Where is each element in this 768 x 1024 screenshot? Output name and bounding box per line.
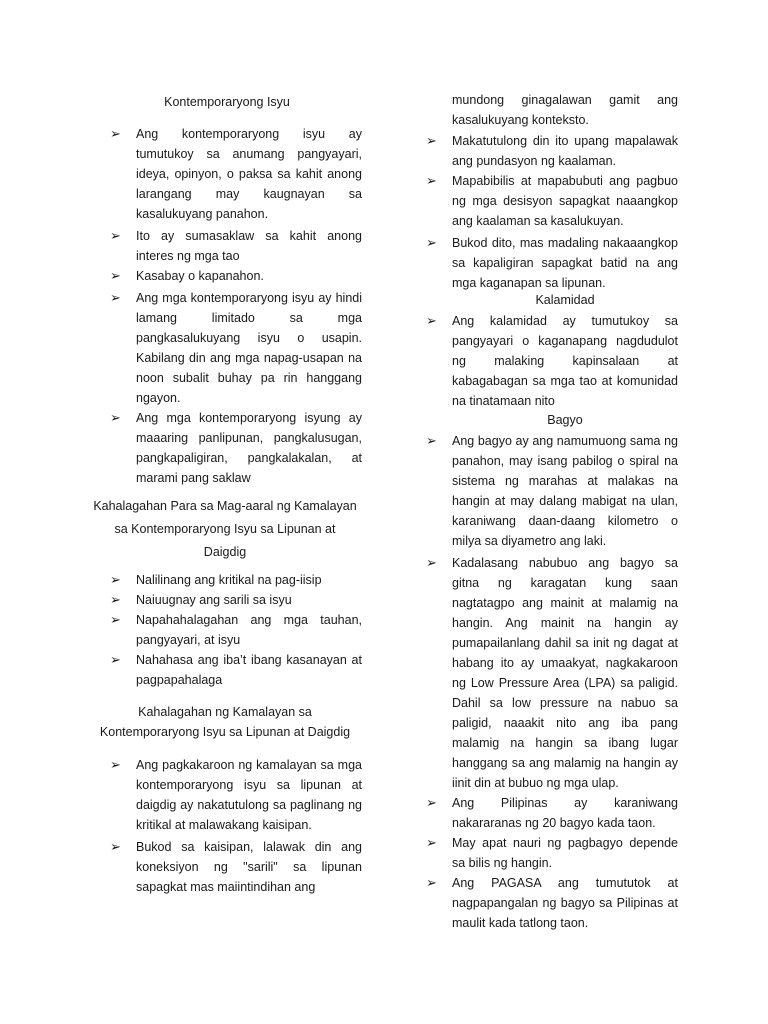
bullet-arrow-icon: ➢ xyxy=(110,839,121,854)
list-item-text: Ang mga kontemporaryong isyu ay hindi lamang limitado sa mga pangkasalukuyang isyu o usapin. Kabilang din ang mga napag-usapan na noon subalit buhay pa rin hanggang ngayon. xyxy=(136,291,362,405)
bullet-arrow-icon: ➢ xyxy=(426,235,437,250)
bullet-arrow-icon: ➢ xyxy=(426,795,437,810)
list-item xyxy=(426,171,678,233)
list-item-text: Makatutulong din ito upang mapalawak ang pundasyon ng kaalaman. xyxy=(452,134,678,168)
bullet-arrow-icon: ➢ xyxy=(426,835,437,850)
list-item xyxy=(110,590,362,610)
bullet-arrow-icon: ➢ xyxy=(426,433,437,448)
list-item-text: Ang kalamidad ay tumutukoy sa pangyayari o kaganapang nagdudulot ng malaking kapinsalaan at kabagabagan sa mga tao at komunidad na tinatamaan nito xyxy=(452,314,678,408)
list-item xyxy=(426,873,678,933)
bullet-arrow-icon: ➢ xyxy=(426,133,437,148)
bullet-arrow-icon: ➢ xyxy=(426,313,437,328)
bullet-arrow-icon: ➢ xyxy=(426,875,437,890)
list-item xyxy=(110,650,362,690)
bullet-arrow-icon: ➢ xyxy=(110,652,121,667)
list-item xyxy=(110,226,362,266)
list-item xyxy=(110,266,362,286)
list-item xyxy=(426,233,678,293)
continued-text: mundong ginagalawan gamit ang kasalukuyang konteksto. xyxy=(452,93,678,127)
heading-kalamidad: Kalamidad xyxy=(535,293,595,307)
list-item xyxy=(110,288,362,408)
list-item-text: Napahahalagahan ang mga tauhan, pangyayari, at isyu xyxy=(136,613,362,647)
list-item xyxy=(110,408,362,488)
list-kontemporaryong-isyu xyxy=(110,124,362,488)
list-item-text: Nahahasa ang iba’t ibang kasanayan at pagpapahalaga xyxy=(136,653,362,687)
heading-kontemporaryong-isyu: Kontemporaryong Isyu xyxy=(164,95,290,109)
list-item xyxy=(110,755,362,837)
list-item-text: Ang mga kontemporaryong isyung ay maaaring panlipunan, pangkalusugan, pangkapaligiran, pangkalakalan, at marami pang saklaw xyxy=(136,411,362,485)
list-item xyxy=(110,837,362,897)
list-item-text: Nalilinang ang kritikal na pag-iisip xyxy=(136,573,322,587)
heading-line: Kahalagahan ng Kamalayan sa xyxy=(138,705,312,719)
list-kahalagahan-cont xyxy=(426,131,678,293)
list-kahalagahan-kamalayan xyxy=(110,755,362,897)
heading-line: sa Kontemporaryong Isyu sa Lipunan at xyxy=(114,522,336,536)
list-item-text: Ang kontemporaryong isyu ay tumutukoy sa anumang pangyayari, ideya, opinyon, o paksa sa kahit anong larangang may kaugnayan sa kasalukuyang panahon. xyxy=(136,127,362,221)
bullet-arrow-icon: ➢ xyxy=(426,555,437,570)
bullet-arrow-icon: ➢ xyxy=(110,290,121,305)
list-item-text: Bukod dito, mas madaling nakaaangkop sa kapaligiran sapagkat batid na ang mga kaganapan sa lipunan. xyxy=(452,236,678,290)
list-item xyxy=(426,131,678,171)
list-item xyxy=(110,610,362,650)
bullet-arrow-icon: ➢ xyxy=(110,228,121,243)
heading-line: Kontemporaryong Isyu sa Lipunan at Daigdig xyxy=(99,725,351,739)
list-item-text: Mapabibilis at mapabubuti ang pagbuo ng mga desisyon sapagkat naaangkop ang kaalaman sa kasalukuyan. xyxy=(452,174,678,228)
bullet-arrow-icon: ➢ xyxy=(110,757,121,772)
list-kalamidad xyxy=(426,311,678,411)
list-item-text: Kasabay o kapanahon. xyxy=(136,269,264,283)
list-item xyxy=(426,431,678,551)
bullet-arrow-icon: ➢ xyxy=(110,126,121,141)
list-item xyxy=(426,311,678,411)
list-item-text: Ang bagyo ay ang namumuong sama ng panahon, may isang pabilog o spiral na sistema ng marahas at malakas na hangin at may dalang mabigat na ulan, karaniwang daan-daang kilometro o milya sa diyametro ang laki. xyxy=(452,434,678,548)
list-item-text: Ang Pilipinas ay karaniwang nakararanas ng 20 bagyo kada taon. xyxy=(452,796,678,830)
list-item-text: May apat nauri ng pagbagyo depende sa bilis ng hangin. xyxy=(452,836,678,870)
bullet-arrow-icon: ➢ xyxy=(110,268,121,283)
list-item-text: Kadalasang nabubuo ang bagyo sa gitna ng karagatan kung saan nagtatagpo ang mainit at malamig na hangin. Ang mainit na hangin ay pumapailanlang dahil sa init ng dagat at habang ito ay umaakyat, nagkakaroon ng Low Pressure Area (LPA) sa paligid. Dahil sa low pressure na nabuo sa paligid, naaakit nito ang iba pang malamig na hangin sa ibang lugar hanggang sa ang malamig na hangin ay iinit din at bubuo ng mga ulap. xyxy=(452,556,678,790)
list-bagyo xyxy=(426,431,678,933)
bullet-arrow-icon: ➢ xyxy=(110,572,121,587)
bullet-arrow-icon: ➢ xyxy=(110,612,121,627)
heading-bagyo: Bagyo xyxy=(547,413,583,427)
list-item-text: Bukod sa kaisipan, lalawak din ang koneksiyon ng "sarili" sa lipunan sapagkat mas maiintindihan ang xyxy=(136,840,362,894)
bullet-arrow-icon: ➢ xyxy=(110,592,121,607)
bullet-arrow-icon: ➢ xyxy=(426,173,437,188)
list-item xyxy=(426,793,678,833)
heading-line: Daigdig xyxy=(203,545,247,559)
list-kahalagahan-mag-aaral xyxy=(110,570,362,690)
list-item-text: Ang PAGASA ang tumututok at nagpapangalan ng bagyo sa Pilipinas at maulit kada tatlong taon. xyxy=(452,876,678,930)
list-item xyxy=(426,553,678,793)
list-item-text: Ang pagkakaroon ng kamalayan sa mga kontemporaryong isyu sa lipunan at daigdig ay nakatutulong sa paglinang ng kritikal at malawakang kaisipan. xyxy=(136,758,362,832)
list-item xyxy=(110,124,362,224)
heading-line: Kahalagahan Para sa Mag-aaral ng Kamalayan xyxy=(93,499,357,513)
list-item xyxy=(110,570,362,590)
list-item-text: Ito ay sumasaklaw sa kahit anong interes ng mga tao xyxy=(136,229,362,263)
bullet-arrow-icon: ➢ xyxy=(110,410,121,425)
list-item-text: Naiuugnay ang sarili sa isyu xyxy=(136,593,292,607)
list-item xyxy=(426,833,678,873)
